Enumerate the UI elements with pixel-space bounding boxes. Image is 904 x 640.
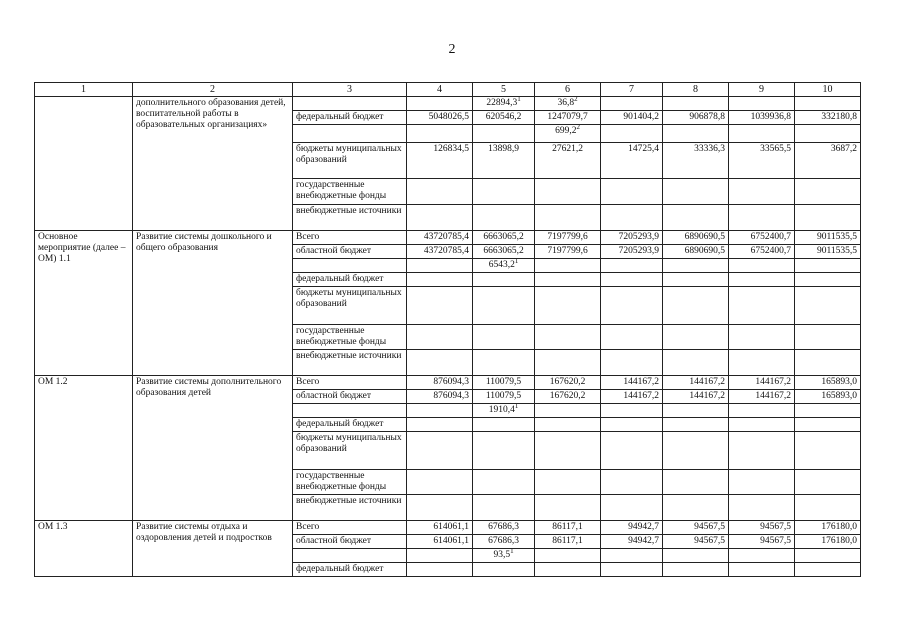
amount-cell — [535, 97, 601, 111]
measure-code-cell: ОМ 1.2 — [35, 376, 133, 521]
amount-cell — [663, 470, 729, 495]
amount-cell — [729, 111, 795, 125]
amount-cell — [601, 287, 663, 325]
amount-cell — [729, 259, 795, 273]
amount-value: 6890690,5 — [684, 246, 725, 256]
amount-cell — [601, 111, 663, 125]
amount-cell — [663, 535, 729, 549]
amount-value: 22894,3 — [486, 98, 518, 108]
amount-cell — [407, 521, 473, 535]
amount-cell — [601, 97, 663, 111]
amount-cell — [407, 418, 473, 432]
amount-cell — [729, 325, 795, 350]
amount-cell — [473, 432, 535, 470]
amount-cell — [473, 563, 535, 577]
amount-cell — [535, 549, 601, 563]
amount-cell — [601, 495, 663, 521]
amount-cell — [473, 179, 535, 205]
amount-value: 94942,7 — [628, 536, 659, 546]
amount-cell — [663, 259, 729, 273]
amount-value: 144167,2 — [623, 391, 659, 401]
amount-value: 7197799,6 — [547, 232, 588, 242]
measure-name-cell: дополнительного образования детей, воспитательной работы в образовательных организациях» — [133, 97, 293, 231]
amount-value: 876094,3 — [433, 377, 469, 387]
page-number: 2 — [448, 42, 456, 57]
amount-cell — [729, 97, 795, 111]
amount-cell — [535, 432, 601, 470]
amount-cell — [663, 287, 729, 325]
amount-cell — [663, 563, 729, 577]
amount-cell — [473, 287, 535, 325]
amount-cell — [663, 231, 729, 245]
funding-source-cell: Всего — [293, 376, 407, 390]
funding-source-cell: областной бюджет — [293, 390, 407, 404]
amount-cell — [729, 376, 795, 390]
amount-value: 1910,4 — [488, 405, 515, 415]
funding-source-cell: федеральный бюджет — [293, 563, 407, 577]
column-header: 9 — [729, 83, 795, 97]
funding-source-cell — [293, 404, 407, 418]
amount-cell — [729, 404, 795, 418]
amount-cell — [473, 390, 535, 404]
amount-cell — [729, 287, 795, 325]
amount-cell — [407, 259, 473, 273]
amount-value: 86117,1 — [552, 536, 583, 546]
amount-cell — [795, 325, 861, 350]
amount-value: 33336,3 — [694, 144, 725, 154]
amount-cell — [601, 521, 663, 535]
amount-cell — [473, 97, 535, 111]
measure-code-cell: ОМ 1.3 — [35, 521, 133, 577]
amount-cell — [407, 143, 473, 179]
amount-cell — [795, 245, 861, 259]
table-row — [35, 521, 861, 535]
amount-cell — [663, 521, 729, 535]
measure-name-cell: Развитие системы отдыха и оздоровления детей и подростков — [133, 521, 293, 577]
amount-cell — [535, 111, 601, 125]
amount-cell — [601, 259, 663, 273]
amount-value: 43720785,4 — [423, 246, 469, 256]
amount-value: 6752400,7 — [750, 246, 791, 256]
amount-cell — [535, 245, 601, 259]
amount-cell — [473, 231, 535, 245]
amount-cell — [407, 563, 473, 577]
amount-cell — [601, 418, 663, 432]
amount-value: 27621,2 — [552, 144, 583, 154]
table-row — [35, 97, 861, 111]
measure-code-cell — [35, 97, 133, 231]
amount-cell — [535, 404, 601, 418]
amount-cell — [795, 432, 861, 470]
amount-cell — [535, 390, 601, 404]
funding-source-cell: бюджеты муниципальных образований — [293, 287, 407, 325]
amount-cell — [407, 125, 473, 143]
funding-source-cell: федеральный бюджет — [293, 273, 407, 287]
column-header: 5 — [473, 83, 535, 97]
funding-source-cell: федеральный бюджет — [293, 111, 407, 125]
amount-cell — [473, 143, 535, 179]
amount-value: 176180,0 — [821, 522, 857, 532]
amount-cell — [407, 287, 473, 325]
amount-value: 332180,8 — [821, 112, 857, 122]
funding-source-cell — [293, 549, 407, 563]
amount-cell — [601, 535, 663, 549]
footnote-marker: 1 — [510, 548, 514, 555]
funding-source-cell: государственные внебюджетные фонды — [293, 470, 407, 495]
amount-cell — [535, 287, 601, 325]
amount-value: 110079,5 — [485, 377, 522, 387]
amount-cell — [601, 563, 663, 577]
amount-cell — [535, 325, 601, 350]
amount-cell — [601, 273, 663, 287]
amount-value: 167620,2 — [549, 391, 586, 401]
column-header: 7 — [601, 83, 663, 97]
amount-value: 86117,1 — [552, 522, 583, 532]
amount-cell — [795, 231, 861, 245]
amount-cell — [473, 273, 535, 287]
amount-value: 165893,0 — [821, 377, 857, 387]
amount-value: 94567,5 — [760, 522, 791, 532]
amount-value: 1039936,8 — [750, 112, 791, 122]
measure-name-cell: Развитие системы дополнительного образования детей — [133, 376, 293, 521]
column-header: 2 — [133, 83, 293, 97]
amount-value: 7205293,9 — [618, 232, 659, 242]
amount-cell — [407, 350, 473, 376]
funding-source-cell: областной бюджет — [293, 245, 407, 259]
column-header: 3 — [293, 83, 407, 97]
amount-value: 144167,2 — [689, 377, 725, 387]
amount-value: 110079,5 — [485, 391, 522, 401]
amount-cell — [795, 205, 861, 231]
amount-cell — [729, 563, 795, 577]
funding-source-cell — [293, 97, 407, 111]
column-header: 10 — [795, 83, 861, 97]
amount-cell — [729, 418, 795, 432]
amount-cell — [729, 521, 795, 535]
amount-cell — [795, 111, 861, 125]
amount-value: 176180,0 — [821, 536, 857, 546]
amount-value: 7205293,9 — [618, 246, 659, 256]
amount-value: 876094,3 — [433, 391, 469, 401]
amount-cell — [473, 535, 535, 549]
amount-cell — [601, 325, 663, 350]
amount-value: 144167,2 — [755, 377, 791, 387]
amount-cell — [663, 418, 729, 432]
amount-cell — [663, 111, 729, 125]
amount-cell — [601, 125, 663, 143]
funding-source-cell — [293, 125, 407, 143]
amount-value: 144167,2 — [755, 391, 791, 401]
amount-cell — [535, 231, 601, 245]
amount-value: 6890690,5 — [684, 232, 725, 242]
amount-cell — [473, 418, 535, 432]
funding-source-cell: государственные внебюджетные фонды — [293, 179, 407, 205]
amount-cell — [407, 231, 473, 245]
amount-value: 36,8 — [557, 98, 575, 108]
amount-cell — [795, 97, 861, 111]
funding-source-cell: внебюджетные источники — [293, 495, 407, 521]
amount-cell — [601, 245, 663, 259]
column-header: 8 — [663, 83, 729, 97]
amount-cell — [601, 549, 663, 563]
funding-source-cell: государственные внебюджетные фонды — [293, 325, 407, 350]
funding-source-cell: бюджеты муниципальных образований — [293, 143, 407, 179]
amount-cell — [535, 495, 601, 521]
amount-cell — [407, 245, 473, 259]
amount-value: 9011535,5 — [816, 232, 857, 242]
amount-value: 43720785,4 — [423, 232, 469, 242]
amount-value: 9011535,5 — [816, 246, 857, 256]
amount-cell — [663, 125, 729, 143]
amount-value: 67686,3 — [488, 522, 519, 532]
amount-cell — [473, 404, 535, 418]
amount-cell — [473, 111, 535, 125]
amount-cell — [729, 205, 795, 231]
amount-value: 901404,2 — [623, 112, 659, 122]
amount-cell — [535, 535, 601, 549]
amount-cell — [663, 432, 729, 470]
amount-value: 167620,2 — [549, 377, 586, 387]
amount-value: 6663065,2 — [483, 232, 524, 242]
amount-cell — [535, 350, 601, 376]
amount-cell — [535, 521, 601, 535]
amount-cell — [795, 125, 861, 143]
amount-cell — [663, 376, 729, 390]
amount-cell — [473, 495, 535, 521]
funding-table — [34, 82, 861, 577]
amount-cell — [535, 143, 601, 179]
funding-source-cell: бюджеты муниципальных образований — [293, 432, 407, 470]
amount-cell — [663, 143, 729, 179]
amount-value: 1247079,7 — [547, 112, 588, 122]
amount-value: 94942,7 — [628, 522, 659, 532]
funding-source-cell: внебюджетные источники — [293, 205, 407, 231]
amount-cell — [795, 470, 861, 495]
amount-cell — [407, 432, 473, 470]
amount-cell — [729, 495, 795, 521]
amount-cell — [601, 350, 663, 376]
amount-value: 93,5 — [493, 550, 511, 560]
funding-source-cell: Всего — [293, 521, 407, 535]
amount-value: 94567,5 — [760, 536, 791, 546]
amount-cell — [795, 287, 861, 325]
amount-value: 5048026,5 — [428, 112, 469, 122]
amount-cell — [473, 470, 535, 495]
amount-cell — [407, 535, 473, 549]
amount-cell — [601, 432, 663, 470]
amount-cell — [473, 325, 535, 350]
table-row — [35, 376, 861, 390]
amount-cell — [729, 390, 795, 404]
amount-cell — [473, 245, 535, 259]
amount-cell — [535, 470, 601, 495]
amount-cell — [795, 376, 861, 390]
amount-cell — [663, 350, 729, 376]
funding-source-cell: Всего — [293, 231, 407, 245]
amount-cell — [663, 205, 729, 231]
amount-value: 6663065,2 — [483, 246, 524, 256]
amount-value: 144167,2 — [623, 377, 659, 387]
amount-cell — [795, 418, 861, 432]
amount-cell — [407, 111, 473, 125]
amount-cell — [663, 97, 729, 111]
amount-value: 7197799,6 — [547, 246, 588, 256]
amount-cell — [407, 179, 473, 205]
amount-cell — [601, 390, 663, 404]
amount-cell — [729, 549, 795, 563]
amount-cell — [601, 404, 663, 418]
amount-cell — [729, 350, 795, 376]
amount-value: 6543,2 — [488, 260, 515, 270]
funding-source-cell — [293, 259, 407, 273]
amount-cell — [729, 231, 795, 245]
amount-value: 620546,2 — [485, 112, 522, 122]
amount-value: 3687,2 — [830, 144, 857, 154]
amount-cell — [795, 563, 861, 577]
amount-value: 126834,5 — [433, 144, 469, 154]
amount-cell — [407, 273, 473, 287]
header-row — [35, 83, 861, 97]
amount-cell — [663, 273, 729, 287]
amount-cell — [407, 376, 473, 390]
amount-cell — [535, 563, 601, 577]
amount-cell — [473, 350, 535, 376]
amount-cell — [535, 125, 601, 143]
amount-cell — [795, 549, 861, 563]
amount-cell — [663, 549, 729, 563]
amount-cell — [473, 376, 535, 390]
amount-cell — [601, 376, 663, 390]
amount-value: 94567,5 — [694, 522, 725, 532]
amount-cell — [535, 179, 601, 205]
funding-source-cell: внебюджетные источники — [293, 350, 407, 376]
amount-cell — [663, 495, 729, 521]
footnote-marker: 1 — [514, 403, 519, 410]
amount-cell — [795, 259, 861, 273]
amount-cell — [601, 205, 663, 231]
table-row — [35, 231, 861, 245]
amount-cell — [795, 521, 861, 535]
amount-value: 33565,5 — [760, 144, 791, 154]
amount-cell — [795, 495, 861, 521]
footnote-marker: 2 — [576, 124, 580, 131]
amount-cell — [407, 549, 473, 563]
amount-cell — [473, 259, 535, 273]
amount-value: 13898,9 — [488, 144, 519, 154]
amount-cell — [473, 521, 535, 535]
funding-source-cell: областной бюджет — [293, 535, 407, 549]
amount-cell — [663, 390, 729, 404]
amount-cell — [473, 125, 535, 143]
amount-cell — [795, 179, 861, 205]
amount-cell — [535, 418, 601, 432]
footnote-marker: 1 — [517, 96, 521, 103]
amount-cell — [601, 470, 663, 495]
amount-cell — [729, 179, 795, 205]
amount-cell — [407, 404, 473, 418]
amount-cell — [663, 245, 729, 259]
amount-value: 67686,3 — [488, 536, 519, 546]
amount-value: 14725,4 — [628, 144, 659, 154]
amount-cell — [795, 535, 861, 549]
amount-value: 614061,1 — [433, 536, 469, 546]
amount-value: 6752400,7 — [750, 232, 791, 242]
amount-cell — [601, 143, 663, 179]
amount-cell — [535, 259, 601, 273]
amount-cell — [729, 535, 795, 549]
amount-cell — [407, 205, 473, 231]
amount-value: 144167,2 — [689, 391, 725, 401]
amount-cell — [795, 143, 861, 179]
amount-cell — [407, 495, 473, 521]
funding-source-cell: федеральный бюджет — [293, 418, 407, 432]
amount-cell — [663, 179, 729, 205]
amount-cell — [601, 231, 663, 245]
amount-cell — [729, 245, 795, 259]
amount-cell — [663, 404, 729, 418]
amount-cell — [729, 125, 795, 143]
amount-value: 165893,0 — [821, 391, 857, 401]
amount-cell — [601, 179, 663, 205]
column-header: 4 — [407, 83, 473, 97]
amount-cell — [795, 350, 861, 376]
measure-name-cell: Развитие системы дошкольного и общего образования — [133, 231, 293, 376]
footnote-marker: 2 — [574, 96, 578, 103]
amount-cell — [729, 432, 795, 470]
amount-cell — [795, 390, 861, 404]
amount-cell — [407, 470, 473, 495]
column-header: 1 — [35, 83, 133, 97]
footnote-marker: 1 — [514, 258, 519, 265]
amount-cell — [535, 273, 601, 287]
amount-cell — [407, 325, 473, 350]
amount-cell — [535, 205, 601, 231]
amount-cell — [795, 404, 861, 418]
amount-cell — [407, 97, 473, 111]
amount-value: 94567,5 — [694, 536, 725, 546]
amount-cell — [473, 205, 535, 231]
amount-cell — [473, 549, 535, 563]
amount-value: 906878,8 — [689, 112, 725, 122]
amount-cell — [729, 470, 795, 495]
amount-cell — [729, 273, 795, 287]
amount-cell — [663, 325, 729, 350]
column-header: 6 — [535, 83, 601, 97]
amount-cell — [795, 273, 861, 287]
measure-code-cell: Основное мероприятие (далее – ОМ) 1.1 — [35, 231, 133, 376]
amount-cell — [407, 390, 473, 404]
amount-cell — [729, 143, 795, 179]
amount-value: 699,2 — [555, 126, 577, 136]
amount-value: 614061,1 — [433, 522, 469, 532]
amount-cell — [535, 376, 601, 390]
